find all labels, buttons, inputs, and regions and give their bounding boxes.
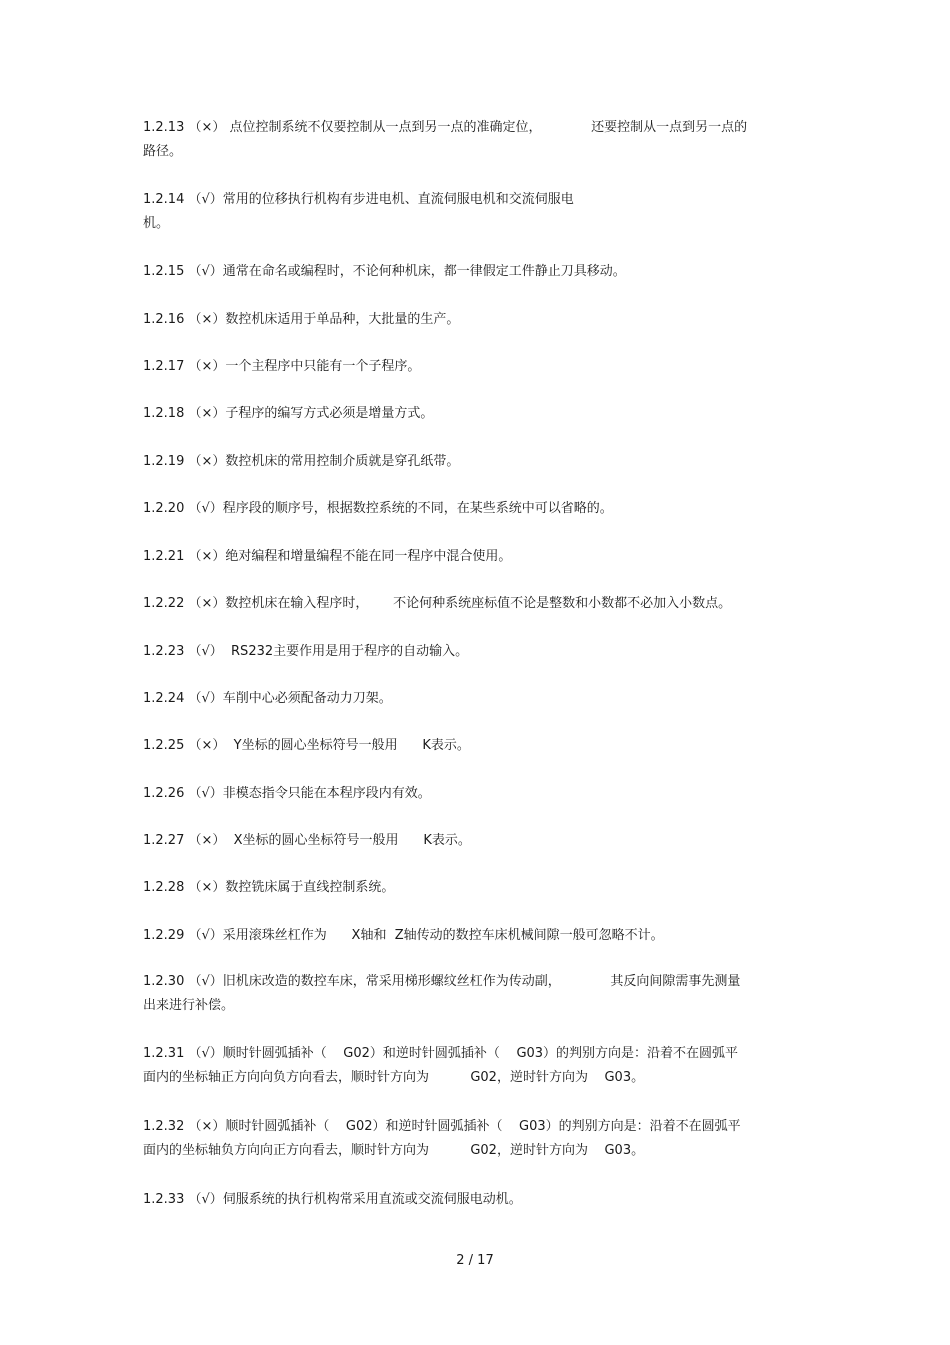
question-item	[143, 782, 793, 806]
question-line: 出来进行补偿。	[143, 998, 235, 1013]
question-item	[143, 545, 793, 569]
question-item	[143, 640, 793, 664]
question-line: 1.2.29 （√）采用滚珠丝杠作为 X轴和 Z轴传动的数控车床机械间隙一般可忽略不计。	[143, 928, 664, 943]
page-number: 2 / 17	[456, 1253, 494, 1268]
question-line: 1.2.13 （×） 点位控制系统不仅要控制从一点到另一点的准确定位， 还要控制从一点到另一点的	[143, 120, 748, 135]
question-line: 路径。	[143, 144, 183, 159]
question-item	[143, 592, 793, 616]
question-line: 1.2.33 （√）伺服系统的执行机构常采用直流或交流伺服电动机。	[143, 1192, 522, 1207]
question-item	[143, 734, 793, 758]
question-line: 1.2.19 （×）数控机床的常用控制介质就是穿孔纸带。	[143, 454, 460, 469]
question-line: 面内的坐标轴正方向向负方向看去，顺时针方向为 G02，逆时针方向为 G03。	[143, 1070, 645, 1085]
question-line: 1.2.16 （×）数控机床适用于单品种，大批量的生产。	[143, 312, 460, 327]
question-line: 1.2.20 （√）程序段的顺序号，根据数控系统的不同，在某些系统中可以省略的。	[143, 501, 613, 516]
question-line: 1.2.28 （×）数控铣床属于直线控制系统。	[143, 880, 395, 895]
question-line: 1.2.23 （√） RS232主要作用是用于程序的自动输入。	[143, 644, 469, 659]
question-item	[143, 497, 793, 521]
question-item	[143, 116, 793, 164]
question-line: 1.2.30 （√）旧机床改造的数控车床，常采用梯形螺纹丝杠作为传动副， 其反向间隙需事先测量	[143, 974, 741, 989]
question-line: 1.2.25 （×） Y坐标的圆心坐标符号一般用 K表示。	[143, 738, 470, 753]
question-line: 1.2.32 （×）顺时针圆弧插补（ G02）和逆时针圆弧插补（ G03）的判别方向是：沿着不在圆弧平	[143, 1119, 741, 1134]
question-item	[143, 970, 793, 1018]
question-line: 1.2.22 （×）数控机床在输入程序时， 不论何种系统座标值不论是整数和小数都不必加入小数点。	[143, 596, 732, 611]
question-item	[143, 1115, 793, 1163]
question-item	[143, 1188, 793, 1212]
question-line: 1.2.31 （√）顺时针圆弧插补（ G02）和逆时针圆弧插补（ G03）的判别方向是：沿着不在圆弧平	[143, 1046, 739, 1061]
question-item	[143, 1042, 793, 1090]
question-line: 1.2.18 （×）子程序的编写方式必须是增量方式。	[143, 406, 434, 421]
question-line: 1.2.15 （√）通常在命名或编程时，不论何种机床，都一律假定工件静止刀具移动。	[143, 264, 626, 279]
question-line: 1.2.14 （√）常用的位移执行机构有步进电机、直流伺服电机和交流伺服电	[143, 192, 574, 207]
question-line: 1.2.26 （√）非模态指令只能在本程序段内有效。	[143, 786, 431, 801]
question-item	[143, 260, 793, 284]
question-item	[143, 450, 793, 474]
question-item	[143, 687, 793, 711]
question-line: 1.2.27 （×） X坐标的圆心坐标符号一般用 K表示。	[143, 833, 471, 848]
question-item	[143, 355, 793, 379]
question-line: 1.2.17 （×）一个主程序中只能有一个子程序。	[143, 359, 421, 374]
question-item	[143, 829, 793, 853]
question-line: 1.2.21 （×）绝对编程和增量编程不能在同一程序中混合使用。	[143, 549, 512, 564]
question-item	[143, 402, 793, 426]
question-line: 机。	[143, 216, 170, 231]
question-item	[143, 308, 793, 332]
question-line: 面内的坐标轴负方向向正方向看去，顺时针方向为 G02，逆时针方向为 G03。	[143, 1143, 645, 1158]
question-item	[143, 188, 793, 236]
question-line: 1.2.24 （√）车削中心必须配备动力刀架。	[143, 691, 392, 706]
question-item	[143, 924, 793, 948]
question-item	[143, 876, 793, 900]
